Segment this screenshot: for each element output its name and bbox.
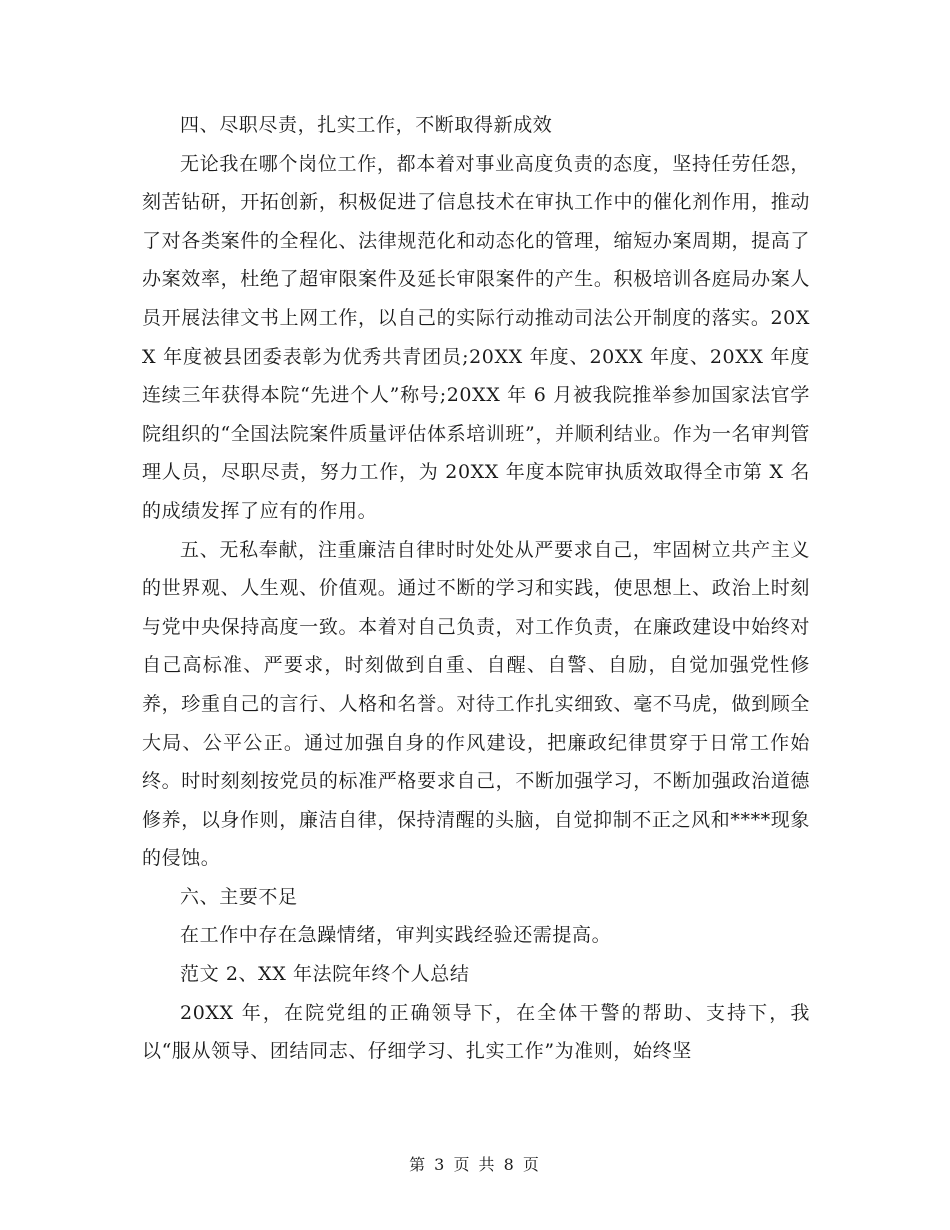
paragraph-section-5: 五、无私奉献，注重廉洁自律时时处处从严要求自己，牢固树立共产主义的世界观、人生观、价值观。通过不断的学习和实践，使思想上、政治上时刻与党中央保持高度一致。本着对自己负责，对工作负责，在廉政建设中始终对自己高标准、严要求，时刻做到自重、自醒、自警、自励，自觉加强党性修养，珍重自己的言行、人格和名誉。对待工作扎实细致、毫不马虎，做到顾全大局、公平公正。通过加强自身的作风建设，把廉政纪律贯穿于日常工作始终。时时刻刻按党员的标准严格要求自己，不断加强学习，不断加强政治道德修养，以身作则，廉洁自律，保持清醒的头脑，自觉抑制不正之风和****现象的侵蚀。 bbox=[142, 538, 810, 870]
paragraph-section-6-body: 在工作中存在急躁情绪，审判实践经验还需提高。 bbox=[180, 924, 612, 947]
section-heading-4: 四、尽职尽责，扎实工作，不断取得新成效 bbox=[180, 114, 553, 136]
section-heading-6: 六、主要不足 bbox=[180, 885, 298, 908]
paragraph-section-4-body: 无论我在哪个岗位工作，都本着对事业高度负责的态度，坚持任劳任怨，刻苦钻研，开拓创新，积极促进了信息技术在审执工作中的催化剂作用，推动了对各类案件的全程化、法律规范化和动态化的管理，缩短办案周期，提高了办案效率，杜绝了超审限案件及延长审限案件的产生。积极培训各庭局办案人员开展法律文书上网工作，以自己的实际行动推动司法公开制度的落实。20XX 年度被县团委表彰为优秀共青团员;20XX 年度、20XX 年度、20XX 年度连续三年获得本院“先进个人”称号;20XX 年 6 月被我院推举参加国家法官学院组织的“全国法院案件质量评估体系培训班”，并顺利结业。作为一名审判管理人员，尽职尽责，努力工作，为 20XX 年度本院审执质效取得全市第 X 名的成绩发挥了应有的作用。 bbox=[142, 152, 810, 522]
sample-title-2: 范文 2、XX 年法院年终个人总结 bbox=[180, 963, 470, 986]
paragraph-sample-2-intro: 20XX 年，在院党组的正确领导下，在全体干警的帮助、支持下，我以“服从领导、团结同志、仔细学习、扎实工作”为准则，始终坚 bbox=[142, 1001, 810, 1063]
document-body bbox=[142, 106, 810, 1071]
page-number-footer: 第 3 页 共 8 页 bbox=[409, 1155, 541, 1174]
